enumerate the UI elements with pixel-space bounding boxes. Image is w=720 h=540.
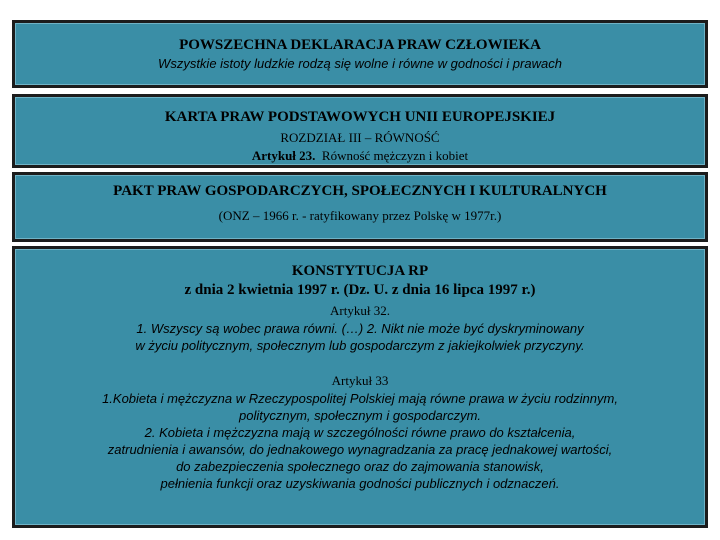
eu-charter-title: KARTA PRAW PODSTAWOWYCH UNII EUROPEJSKIEJ [164,109,556,125]
eu-charter-chapter: ROZDZIAŁ III – RÓWNOŚĆ [280,130,440,145]
eu-charter-article-label: Artykuł 23. [251,148,316,163]
article33-line: do zabezpieczenia społecznego oraz do zajmowania stanowisk, [176,459,544,474]
article33-text [15,391,705,491]
article33-line: 1.Kobieta i mężczyzna w Rzeczypospolitej Polskiej mają równe prawa w życiu rodzinnym, [102,391,618,406]
udhr-subtitle: Wszystkie istoty ludzkie rodzą się wolne i równe w godności i prawach [158,56,562,71]
constitution-date: z dnia 2 kwietnia 1997 r. (Dz. U. z dnia 16 lipca 1997 r.) [184,282,536,298]
article33-line: zatrudnienia i awansów, do jednakowego wynagradzania za pracę jednakowej wartości, [107,442,613,457]
constitution-panel [12,246,708,528]
covenant-title: PAKT PRAW GOSPODARCZYCH, SPOŁECZNYCH I KULTURALNYCH [113,183,607,199]
article33-line: politycznym, społecznym i gospodarczym. [238,408,482,423]
eu-charter-article [15,148,705,164]
udhr-panel [12,20,708,88]
article33-line: pełnienia funkcji oraz uzyskiwania godności publicznych i odznaczeń. [160,476,560,491]
udhr-title: POWSZECHNA DEKLARACJA PRAW CZŁOWIEKA [179,37,541,53]
article33-line: 2. Kobieta i mężczyzna mają w szczególności równe prawo do kształcenia, [144,425,576,440]
constitution-title: KONSTYTUCJA RP [291,263,429,279]
article32-label: Artykuł 32. [330,303,390,318]
eu-charter-article-text: Równość mężczyzn i kobiet [321,148,469,163]
article32-text [15,321,705,353]
covenant-panel [12,172,708,242]
eu-charter-panel [12,94,708,168]
article32-line: 1. Wszyscy są wobec prawa równi. (…) 2. Nikt nie może być dyskryminowany [136,321,584,336]
article33-label: Artykuł 33 [331,373,389,388]
article32-line: w życiu politycznym, społecznym lub gospodarczym z jakiejkolwiek przyczyny. [135,338,585,353]
covenant-note: (ONZ – 1966 r. - ratyfikowany przez Polskę w 1977r.) [218,208,502,223]
